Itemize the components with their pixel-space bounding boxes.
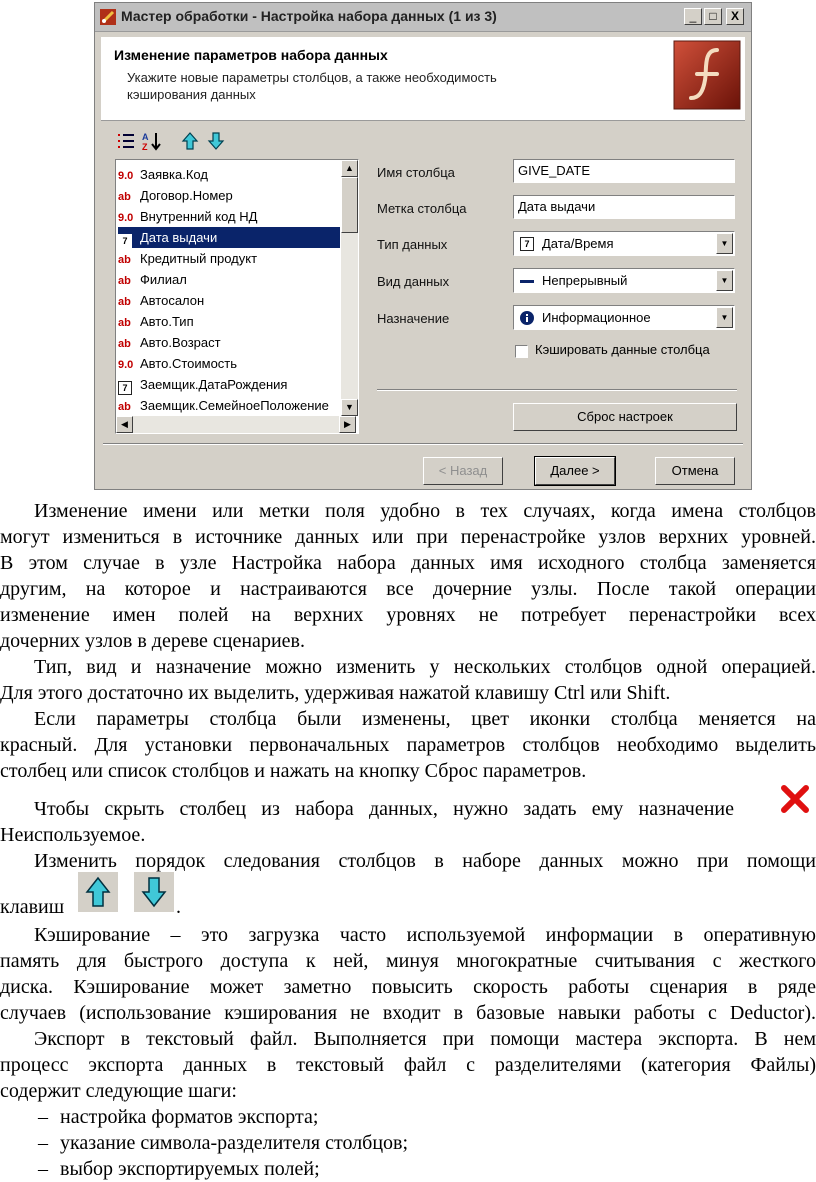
list-item <box>38 1104 318 1130</box>
purpose-value: Информационное <box>542 310 651 325</box>
header-title: Изменение параметров набора данных <box>114 47 388 63</box>
paragraph-line: содержит следующие шаги: <box>0 1080 237 1102</box>
scroll-up-arrow-icon[interactable]: ▲ <box>341 160 358 177</box>
list-item-text: настройка форматов экспорта; <box>60 1106 319 1128</box>
list-item-label: Внутренний код НД <box>140 209 258 224</box>
scroll-right-arrow-icon[interactable]: ▶ <box>339 416 356 433</box>
paragraph-line: В этом случае в узле Настройка набора данных имя исходного столбца заменяется <box>0 552 816 574</box>
paragraph-line: другим, на которое и настраиваются все дочерние узлы. После такой операции <box>0 578 816 600</box>
list-item[interactable] <box>118 395 340 416</box>
purpose-select[interactable] <box>513 305 735 330</box>
paragraph-line: Чтобы скрыть столбец из набора данных, нужно задать ему назначение <box>34 798 734 820</box>
cancel-button[interactable]: Отмена <box>655 457 735 485</box>
list-item-selected[interactable] <box>118 227 340 248</box>
list-item-label: Авто.Возраст <box>140 335 221 350</box>
paragraph-line: диска. Кэширование может заметно повысить скорость работы сценария в ряде <box>0 976 816 998</box>
paragraph-line: красный. Для установки первоначальных параметров столбцов необходимо выделить <box>0 734 816 756</box>
list-item[interactable] <box>118 374 340 395</box>
paragraph-line: Экспорт в текстовый файл. Выполняется при помощи мастера экспорта. В нем <box>34 1028 816 1050</box>
list-item[interactable] <box>118 269 340 290</box>
title-bar <box>95 3 751 32</box>
divider <box>103 443 743 445</box>
dialog-title: Мастер обработки - Настройка набора данных (1 из 3) <box>121 8 497 24</box>
paragraph-line: Неиспользуемое. <box>0 824 146 846</box>
paragraph-line: Тип, вид и назначение можно изменить у нескольких столбцов одной операцией. <box>34 656 816 678</box>
column-name-input[interactable]: GIVE_DATE <box>513 159 735 183</box>
list-item-label: Кредитный продукт <box>140 251 258 266</box>
number-type-icon: 9.0 <box>118 212 134 224</box>
cache-column-checkbox[interactable] <box>515 345 528 358</box>
paragraph-line: процесс экспорта данных в текстовый файл с разделителями (категория Файлы) <box>0 1054 816 1076</box>
wizard-dialog <box>94 2 752 490</box>
sort-az-icon[interactable] <box>141 130 163 152</box>
string-type-icon: ab <box>118 317 131 329</box>
paragraph-line: дочерних узлов в дереве сценариев. <box>0 630 305 652</box>
horizontal-scrollbar[interactable] <box>116 416 356 433</box>
column-name-label: Имя столбца <box>377 165 455 180</box>
back-button[interactable]: < Назад <box>423 457 503 485</box>
vertical-scrollbar[interactable] <box>341 160 358 416</box>
data-type-select[interactable] <box>513 231 735 256</box>
paragraph-line: Для этого достаточно их выделить, удерживая нажатой клавишу Ctrl или Shift. <box>0 682 671 704</box>
deductor-logo-icon <box>673 40 741 110</box>
columns-list[interactable] <box>115 159 359 434</box>
list-item[interactable] <box>118 248 340 269</box>
list-item-label: Дата выдачи <box>140 230 218 245</box>
chevron-down-icon[interactable]: ▼ <box>716 233 733 254</box>
divider <box>377 389 737 391</box>
svg-text:A: A <box>142 132 149 142</box>
list-item-text: указание символа-разделителя столбцов; <box>60 1132 409 1154</box>
scroll-left-arrow-icon[interactable]: ◀ <box>116 416 133 433</box>
string-type-icon: ab <box>118 296 131 308</box>
list-item-label: Авто.Тип <box>140 314 194 329</box>
list-item-label: Заявка.Код <box>140 167 208 182</box>
data-type-value: Дата/Время <box>542 236 614 251</box>
data-kind-value: Непрерывный <box>542 273 628 288</box>
paragraph-line: память для быстрого доступа к ней, минуя многократные считывания с жесткого <box>0 950 816 972</box>
list-item-text: выбор экспортируемых полей; <box>60 1158 320 1180</box>
header-description: Укажите новые параметры столбцов, а также необходимость кэширования данных <box>127 70 497 102</box>
date-type-icon: 7 <box>118 234 132 248</box>
paragraph-line: Изменить порядок следования столбцов в наборе данных можно при помощи <box>34 850 816 872</box>
move-down-icon[interactable] <box>205 130 227 152</box>
list-item[interactable] <box>118 290 340 311</box>
list-dash: – <box>38 1158 48 1180</box>
data-kind-select[interactable] <box>513 268 735 293</box>
column-caption-input[interactable]: Дата выдачи <box>513 195 735 219</box>
list-dash: – <box>38 1106 48 1128</box>
string-type-icon: ab <box>118 254 131 266</box>
list-item[interactable] <box>118 353 340 374</box>
info-icon <box>520 311 534 325</box>
purpose-label: Назначение <box>377 311 450 326</box>
number-type-icon: 9.0 <box>118 359 134 371</box>
list-item-label: Филиал <box>140 272 187 287</box>
sort-list-icon[interactable] <box>115 130 137 152</box>
list-item-label: Автосалон <box>140 293 205 308</box>
next-button[interactable]: Далее > <box>535 457 615 485</box>
list-item[interactable] <box>118 311 340 332</box>
list-item[interactable] <box>118 164 340 185</box>
list-item[interactable] <box>118 185 340 206</box>
continuous-icon <box>520 274 534 288</box>
wizard-app-icon <box>99 8 117 26</box>
list-item-label: Договор.Номер <box>140 188 233 203</box>
scroll-down-arrow-icon[interactable]: ▼ <box>341 399 358 416</box>
chevron-down-icon[interactable]: ▼ <box>716 307 733 328</box>
string-type-icon: ab <box>118 191 131 203</box>
unused-cross-icon <box>778 784 812 814</box>
list-item-label: Авто.Стоимость <box>140 356 238 371</box>
paragraph-line: Если параметры столбца были изменены, цвет иконки столбца меняется на <box>34 708 816 730</box>
paragraph-punctuation: . <box>176 896 181 918</box>
paragraph-line: изменение имен полей на верхних уровнях не потребует перенастройки всех <box>0 604 816 626</box>
reset-settings-button[interactable]: Сброс настроек <box>513 403 737 431</box>
paragraph-line: Изменение имени или метки поля удобно в тех случаях, когда имена столбцов <box>34 500 816 522</box>
string-type-icon: ab <box>118 338 131 350</box>
wizard-header <box>101 37 745 121</box>
string-type-icon: ab <box>118 401 131 413</box>
number-type-icon: 9.0 <box>118 170 134 182</box>
list-item[interactable] <box>118 206 340 227</box>
chevron-down-icon[interactable]: ▼ <box>716 270 733 291</box>
move-up-icon[interactable] <box>179 130 201 152</box>
minimize-button[interactable]: _ <box>684 8 702 25</box>
string-type-icon: ab <box>118 275 131 287</box>
paragraph-line: Кэширование – это загрузка часто используемой информации в оперативную <box>34 924 816 946</box>
move-up-key-icon <box>78 872 118 912</box>
paragraph-line: клавиш <box>0 896 65 918</box>
list-item <box>38 1156 320 1182</box>
list-item <box>38 1130 408 1156</box>
list-item-label: Заемщик.ДатаРождения <box>140 377 288 392</box>
paragraph-line: могут измениться в источнике данных или при перенастройке узлов верхних уровней. <box>0 526 816 548</box>
column-caption-label: Метка столбца <box>377 201 467 216</box>
paragraph-line: случаев (использование кэширования не входит в базовые навыки работы с Deductor). <box>0 1002 816 1024</box>
date-type-icon: 7 <box>118 381 132 395</box>
list-dash: – <box>38 1132 48 1154</box>
calendar-icon: 7 <box>520 237 534 251</box>
data-kind-label: Вид данных <box>377 274 450 289</box>
list-item-label: Заемщик.СемейноеПоложение <box>140 398 329 413</box>
move-down-key-icon <box>134 872 174 912</box>
maximize-button[interactable]: □ <box>704 8 722 25</box>
data-type-label: Тип данных <box>377 237 448 252</box>
cache-column-label: Кэшировать данные столбца <box>535 342 710 357</box>
paragraph-line: столбец или список столбцов и нажать на кнопку Сброс параметров. <box>0 760 587 782</box>
svg-text:Z: Z <box>142 142 148 152</box>
scroll-thumb[interactable] <box>341 177 358 233</box>
close-button[interactable]: X <box>726 8 744 25</box>
list-item[interactable] <box>118 332 340 353</box>
